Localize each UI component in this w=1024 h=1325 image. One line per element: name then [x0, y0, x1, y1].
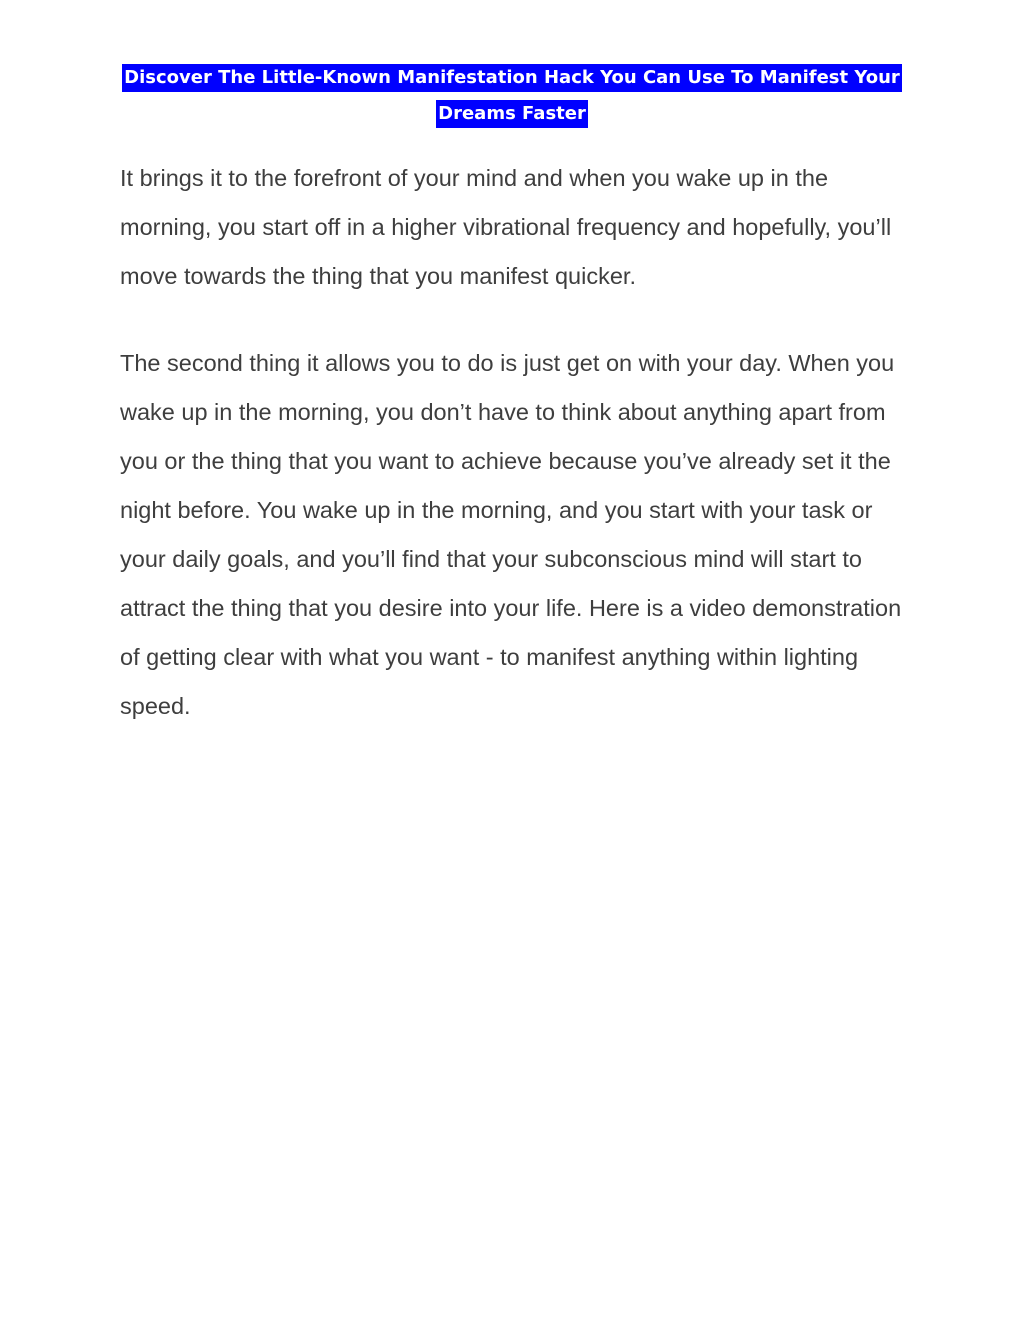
page-title-text: Discover The Little-Known Manifestation Hack You Can Use To Manifest Your Dreams Faster	[122, 64, 902, 128]
body-paragraph-2: The second thing it allows you to do is just get on with your day. When you wake up in the morning, you don’t have to think about anything apart from you or the thing that you want to achieve because you’ve already set it the night before. You wake up in the morning, and you start with your task or your daily goals, and you’ll find that your subconscious mind will start to attract the thing that you desire into your life. Here is a video demonstration of getting clear with what you want - to manifest anything within lighting speed.	[120, 350, 902, 719]
body-paragraph-1: It brings it to the forefront of your mind and when you wake up in the morning, you start off in a higher vibrational frequency and hopefully, you’ll move towards the thing that you manifest quicker.	[120, 165, 892, 289]
page-title	[100, 60, 924, 132]
